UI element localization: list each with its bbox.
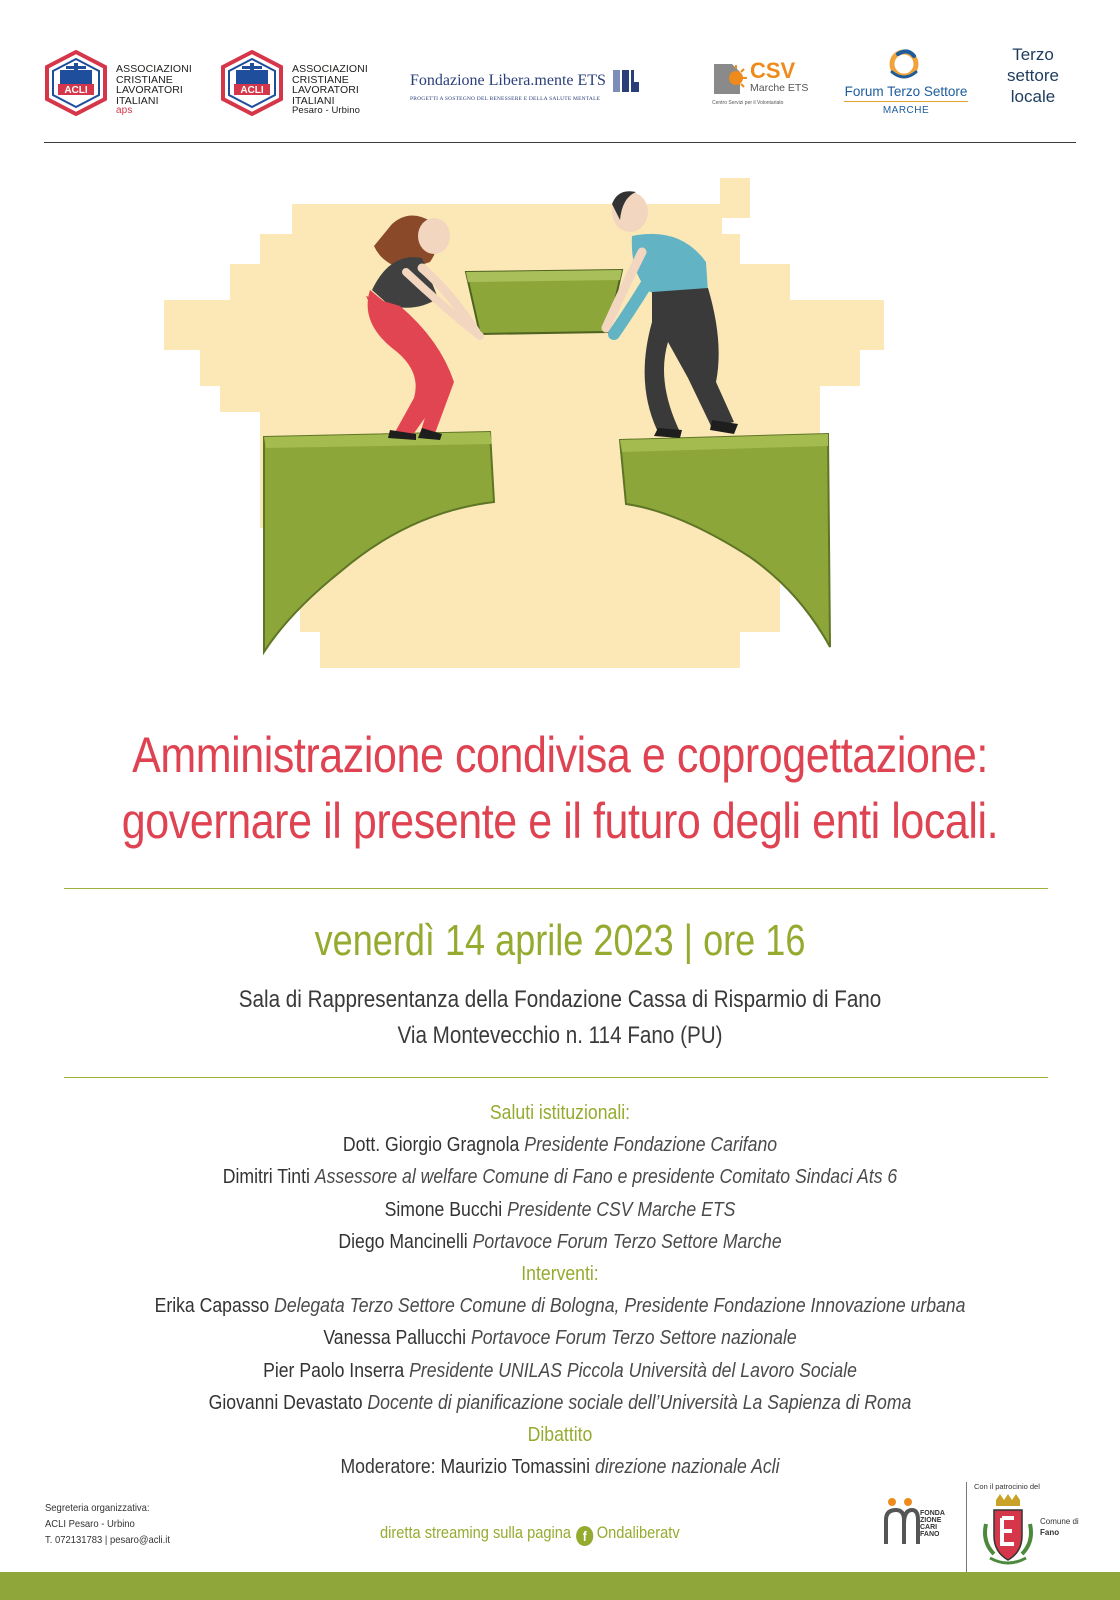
forum-logo-icon [884, 46, 924, 84]
moderator-row: Moderatore: Maurizio Tomassini direzione nazionale Acli [340, 1455, 780, 1479]
forum-name: Forum Terzo Settore [844, 84, 968, 99]
venue-line1: Sala di Rappresentanza della Fondazione Cassa di Risparmio di Fano [238, 986, 882, 1013]
forum-sub: MARCHE [882, 105, 930, 116]
saluti-heading: Saluti istituzionali: [489, 1101, 631, 1124]
comune-di-fano: Comune di Fano [1040, 1517, 1079, 1537]
libera-mente-tagline: PROGETTI A SOSTEGNO DEL BENESSERE E DELLA SALUTE MENTALE [410, 96, 601, 102]
divider-top [64, 888, 1048, 889]
speaker-row: Pier Paolo Inserra Presidente UNILAS Piccola Università del Lavoro Sociale [263, 1358, 857, 1382]
header-logos [0, 0, 1120, 140]
csv-sub: Marche ETS [750, 82, 809, 94]
fondazione-carifano-logo [884, 1490, 954, 1560]
facebook-icon: f [576, 1526, 593, 1546]
svg-text:ACLI: ACLI [240, 85, 264, 96]
fano-coat-of-arms-icon [980, 1494, 1036, 1568]
speaker-row: Simone Bucchi Presidente CSV Marche ETS [384, 1197, 736, 1221]
segreteria-contact: T. 072131783 | pesaro@acli.it [45, 1534, 171, 1546]
csv-logo-icon [710, 60, 750, 102]
csv-name: CSV [750, 58, 796, 83]
event-date: venerdì 14 aprile 2023 | ore 16 [314, 916, 806, 965]
footer-divider [966, 1482, 967, 1572]
acli-local-text: ASSOCIAZIONI CRISTIANE LAVORATORI ITALIANI Pesaro - Urbino [292, 63, 368, 116]
stream-text: diretta streaming sulla pagina [380, 1523, 571, 1542]
forum-underline [844, 101, 968, 102]
segreteria-organizzativa: Segreteria organizzativa: ACLI Pesaro - Urbino T. 072131783 | pesaro@acli.it [45, 1502, 171, 1546]
speaker-row: Dott. Giorgio Gragnola Presidente Fondazione Carifano [342, 1133, 778, 1157]
dibattito-heading: Dibattito [527, 1423, 593, 1447]
acli-national-text: ASSOCIAZIONI CRISTIANE LAVORATORI ITALIANI aps [116, 63, 192, 116]
libera-mente-name: Fondazione Libera.mente ETS [410, 72, 606, 89]
csv-marche-logo [710, 58, 810, 108]
patrocinio-label: Con il patrocinio del [974, 1482, 1040, 1491]
speaker-row: Erika Capasso Delegata Terzo Settore Comune di Bologna, Presidente Fondazione Innovazione urbana [154, 1294, 966, 1318]
program [113, 1097, 1007, 1483]
carifano-text: FONDA ZIONE CARI FANO [920, 1510, 945, 1538]
carifano-logo-icon [884, 1496, 920, 1546]
libera-mente-logo [410, 68, 680, 102]
speaker-row: Giovanni Devastato Docente di pianificazione sociale dell’Università La Sapienza di Roma [208, 1390, 912, 1414]
libera-logo-icon [612, 68, 640, 94]
speaker-row: Vanessa Pallucchi Portavoce Forum Terzo Settore nazionale [323, 1326, 797, 1350]
svg-text:ACLI: ACLI [64, 85, 88, 96]
terzo-settore-locale-logo: Terzo settore locale [1007, 45, 1059, 106]
interventi-heading: Interventi: [521, 1262, 599, 1286]
acli-logo-icon [44, 50, 108, 116]
event-title [113, 722, 1007, 854]
acli-logo-icon [220, 50, 284, 116]
divider-bottom [64, 1077, 1048, 1078]
bottom-bar [0, 1572, 1120, 1600]
forum-terzo-settore-logo [836, 46, 976, 116]
speaker-row: Dimitri Tinti Assessore al welfare Comune di Fano e presidente Comitato Sindaci Ats 6 [222, 1165, 898, 1189]
stream-page-link[interactable]: Ondaliberatv [596, 1523, 680, 1542]
streaming-info [380, 1523, 680, 1546]
csv-tagline: Centro Servizi per il Volontariato [712, 100, 784, 106]
speaker-row: Diego Mancinelli Portavoce Forum Terzo Settore Marche [338, 1229, 782, 1253]
venue-line2: Via Montevecchio n. 114 Fano (PU) [397, 1022, 723, 1049]
event-title-line1: Amministrazione condivisa e coprogettazione: [132, 727, 988, 783]
event-title-line2: governare il presente e il futuro degli enti locali. [121, 793, 999, 849]
event-venue [113, 982, 1007, 1054]
cooperation-illustration [160, 172, 900, 692]
header-divider [44, 142, 1076, 143]
